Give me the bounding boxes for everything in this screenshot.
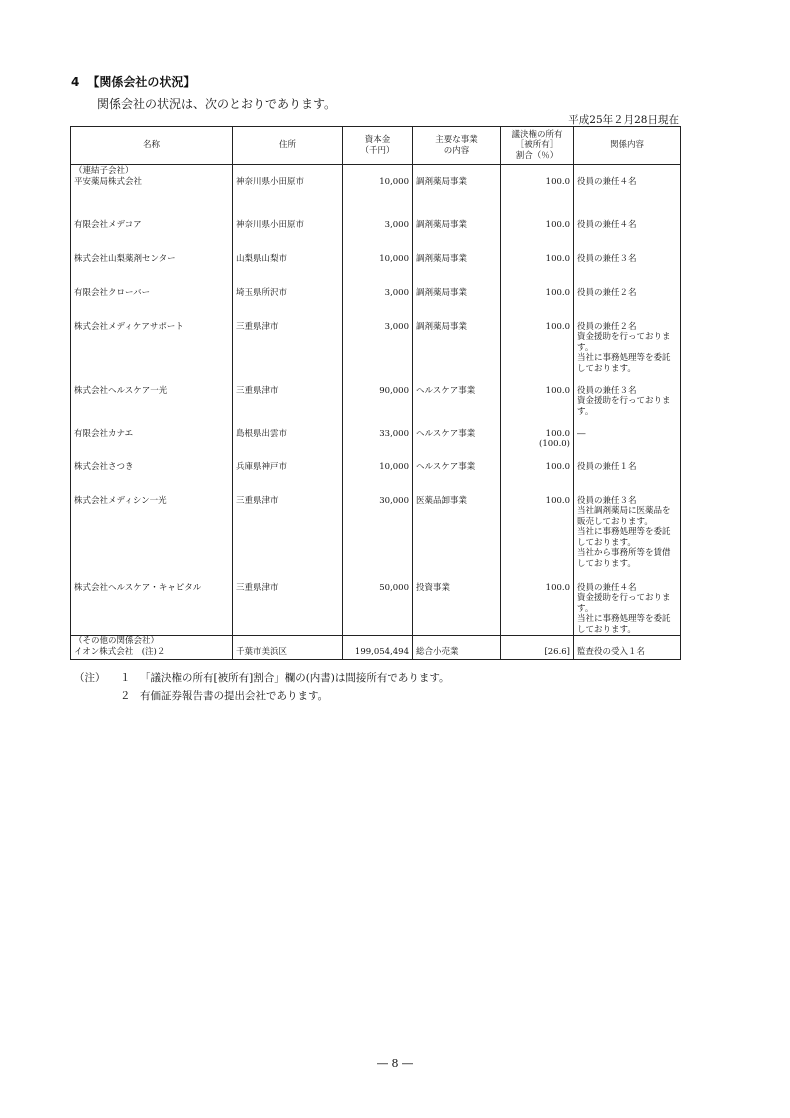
cell-name	[71, 485, 233, 572]
cell-relation	[574, 375, 681, 418]
header-voting	[501, 127, 574, 165]
table-row	[71, 165, 681, 209]
group-label-subsidiaries: （連結子会社）	[74, 166, 134, 176]
header-business-line2: の内容	[443, 145, 470, 156]
cell-address: 三重県津市	[233, 375, 343, 418]
table-body	[71, 165, 681, 660]
cell-relation: 監査役の受入１名	[574, 636, 681, 660]
cell-address: 三重県津市	[233, 311, 343, 375]
cell-voting	[501, 165, 574, 209]
voting-ratio: 100.0	[545, 287, 570, 298]
cell-address: 埼玉県所沢市	[233, 277, 343, 311]
voting-ratio: 100.0	[545, 176, 570, 187]
cell-business: 医薬品卸事業	[413, 485, 501, 572]
cell-name	[71, 209, 233, 243]
cell-relation	[574, 485, 681, 572]
relation-line: 役員の兼任３名	[577, 495, 637, 506]
table-row	[71, 418, 681, 451]
cell-relation	[574, 209, 681, 243]
cell-business: 総合小売業	[413, 636, 501, 660]
header-relation: 関係内容	[574, 127, 681, 165]
cell-voting	[501, 243, 574, 277]
cell-voting	[501, 485, 574, 572]
relation-line: 役員の兼任４名	[577, 582, 637, 593]
cell-relation	[574, 243, 681, 277]
cell-voting	[501, 572, 574, 636]
company-name: 株式会社さつき	[74, 461, 134, 472]
table-header-row	[71, 127, 681, 165]
table-row	[71, 572, 681, 636]
company-name: 平安薬局株式会社	[74, 176, 143, 187]
company-name: 株式会社ヘルスケア・キャピタル	[74, 582, 202, 593]
cell-name	[71, 243, 233, 277]
cell-capital: 10,000	[343, 165, 413, 209]
company-name: 有限会社メデコア	[74, 219, 142, 230]
company-name: 有限会社クローバー	[74, 287, 151, 298]
header-capital	[343, 127, 413, 165]
note-index: １	[120, 672, 131, 684]
cell-name	[71, 311, 233, 375]
note-text: 有価証券報告書の提出会社であります。	[140, 690, 329, 702]
table-row	[71, 209, 681, 243]
cell-business: ヘルスケア事業	[413, 418, 501, 451]
relation-line: 資金援助を行っております。	[577, 332, 671, 353]
company-name: 株式会社メディケアサポート	[74, 321, 184, 332]
cell-name	[71, 451, 233, 485]
cell-capital: 30,000	[343, 485, 413, 572]
voting-ratio: 100.0	[545, 428, 570, 439]
relation-line: 役員の兼任１名	[577, 461, 637, 472]
header-address: 住所	[233, 127, 343, 165]
cell-address: 千葉市美浜区	[233, 636, 343, 660]
cell-voting	[501, 311, 574, 375]
header-capital-line1: 資本金	[364, 135, 391, 145]
intro-text: 関係会社の状況は、次のとおりであります。	[97, 97, 337, 111]
cell-business: 投資事業	[413, 572, 501, 636]
header-voting-line3: 割合（％）	[515, 150, 559, 161]
relation-line: 当社に事務処理等を委託しております。	[577, 527, 671, 548]
cell-capital: 3,000	[343, 277, 413, 311]
cell-relation	[574, 572, 681, 636]
cell-voting	[501, 375, 574, 418]
cell-capital: 50,000	[343, 572, 413, 636]
relation-line: 当社調剤薬局に医薬品を販売しております。	[577, 506, 671, 527]
voting-ratio: 100.0	[545, 219, 570, 230]
company-name: 株式会社ヘルスケア一光	[74, 385, 168, 396]
cell-capital: 3,000	[343, 209, 413, 243]
table-row	[71, 636, 681, 660]
cell-relation	[574, 418, 681, 451]
cell-capital: 199,054,494	[343, 636, 413, 660]
header-capital-line2: （千円）	[360, 145, 395, 156]
cell-name	[71, 572, 233, 636]
page-number: ― 8 ―	[377, 1057, 413, 1070]
voting-ratio: 100.0	[545, 495, 570, 506]
cell-voting	[501, 277, 574, 311]
relation-line: 役員の兼任２名	[577, 321, 637, 332]
relation-line: 当社から事務所等を賃借しております。	[577, 548, 671, 569]
cell-business: ヘルスケア事業	[413, 375, 501, 418]
cell-name	[71, 636, 233, 660]
cell-business: ヘルスケア事業	[413, 451, 501, 485]
cell-voting	[501, 209, 574, 243]
company-name: イオン株式会社 (注)２	[74, 646, 166, 657]
cell-voting	[501, 418, 574, 451]
cell-capital: 33,000	[343, 418, 413, 451]
header-voting-line2: ［被所有］	[515, 140, 559, 151]
relation-line: 役員の兼任４名	[577, 176, 637, 187]
table-row	[71, 451, 681, 485]
group-label-other: （その他の関係会社）	[74, 636, 160, 646]
cell-capital: 10,000	[343, 243, 413, 277]
header-voting-line1: 議決権の所有	[511, 129, 563, 140]
cell-capital: 90,000	[343, 375, 413, 418]
table-row	[71, 375, 681, 418]
cell-address: 三重県津市	[233, 572, 343, 636]
cell-name	[71, 418, 233, 451]
note-text: 「議決権の所有[被所有]割合」欄の(内書)は間接所有であります。	[140, 672, 450, 684]
cell-voting	[501, 451, 574, 485]
cell-relation	[574, 165, 681, 209]
voting-ratio: 100.0	[545, 385, 570, 396]
cell-business: 調剤薬局事業	[413, 209, 501, 243]
relation-line: 資金援助を行っております。	[577, 396, 671, 417]
as-of-date: 平成25年２月28日現在	[568, 114, 679, 126]
cell-address: 神奈川県小田原市	[233, 209, 343, 243]
cell-relation	[574, 311, 681, 375]
cell-capital: 3,000	[343, 311, 413, 375]
voting-ratio: 100.0	[545, 461, 570, 472]
relation-line: ―	[577, 428, 586, 439]
affiliates-table	[70, 126, 681, 660]
table-row	[71, 277, 681, 311]
relation-line: 役員の兼任３名	[577, 253, 637, 264]
voting-ratio-indirect: (100.0)	[539, 439, 570, 449]
header-business-line1: 主要な事業	[435, 135, 478, 145]
header-business	[413, 127, 501, 165]
cell-name	[71, 277, 233, 311]
relation-line: 当社に事務処理等を委託しております。	[577, 614, 671, 635]
cell-relation	[574, 451, 681, 485]
cell-address: 神奈川県小田原市	[233, 165, 343, 209]
voting-ratio: 100.0	[545, 582, 570, 593]
section-heading	[71, 73, 195, 90]
cell-address: 三重県津市	[233, 485, 343, 572]
cell-address: 兵庫県神戸市	[233, 451, 343, 485]
notes-label: （注）	[74, 672, 106, 684]
company-name: 株式会社メディシン一光	[74, 495, 167, 506]
table-row	[71, 243, 681, 277]
cell-address: 島根県出雲市	[233, 418, 343, 451]
cell-capital: 10,000	[343, 451, 413, 485]
company-name: 株式会社山梨薬剤センター	[74, 253, 176, 264]
relation-line: 役員の兼任４名	[577, 219, 637, 230]
table-row	[71, 311, 681, 375]
cell-voting: [26.6]	[501, 636, 574, 660]
header-name: 名称	[71, 127, 233, 165]
note-index: ２	[120, 690, 131, 702]
relation-line: 資金援助を行っております。	[577, 593, 671, 614]
table-row	[71, 485, 681, 572]
cell-business: 調剤薬局事業	[413, 165, 501, 209]
cell-name	[71, 375, 233, 418]
company-name: 有限会社カナエ	[74, 428, 134, 439]
cell-relation	[574, 277, 681, 311]
cell-business: 調剤薬局事業	[413, 311, 501, 375]
voting-ratio: 100.0	[545, 321, 570, 332]
section-title: 【関係会社の状況】	[87, 75, 196, 89]
relation-line: 役員の兼任２名	[577, 287, 637, 298]
relation-line: 当社に事務処理等を委託しております。	[577, 353, 671, 374]
section-number: 4	[71, 75, 80, 89]
relation-line: 役員の兼任３名	[577, 385, 637, 396]
cell-address: 山梨県山梨市	[233, 243, 343, 277]
cell-business: 調剤薬局事業	[413, 243, 501, 277]
cell-name	[71, 165, 233, 209]
voting-ratio: 100.0	[545, 253, 570, 264]
cell-business: 調剤薬局事業	[413, 277, 501, 311]
